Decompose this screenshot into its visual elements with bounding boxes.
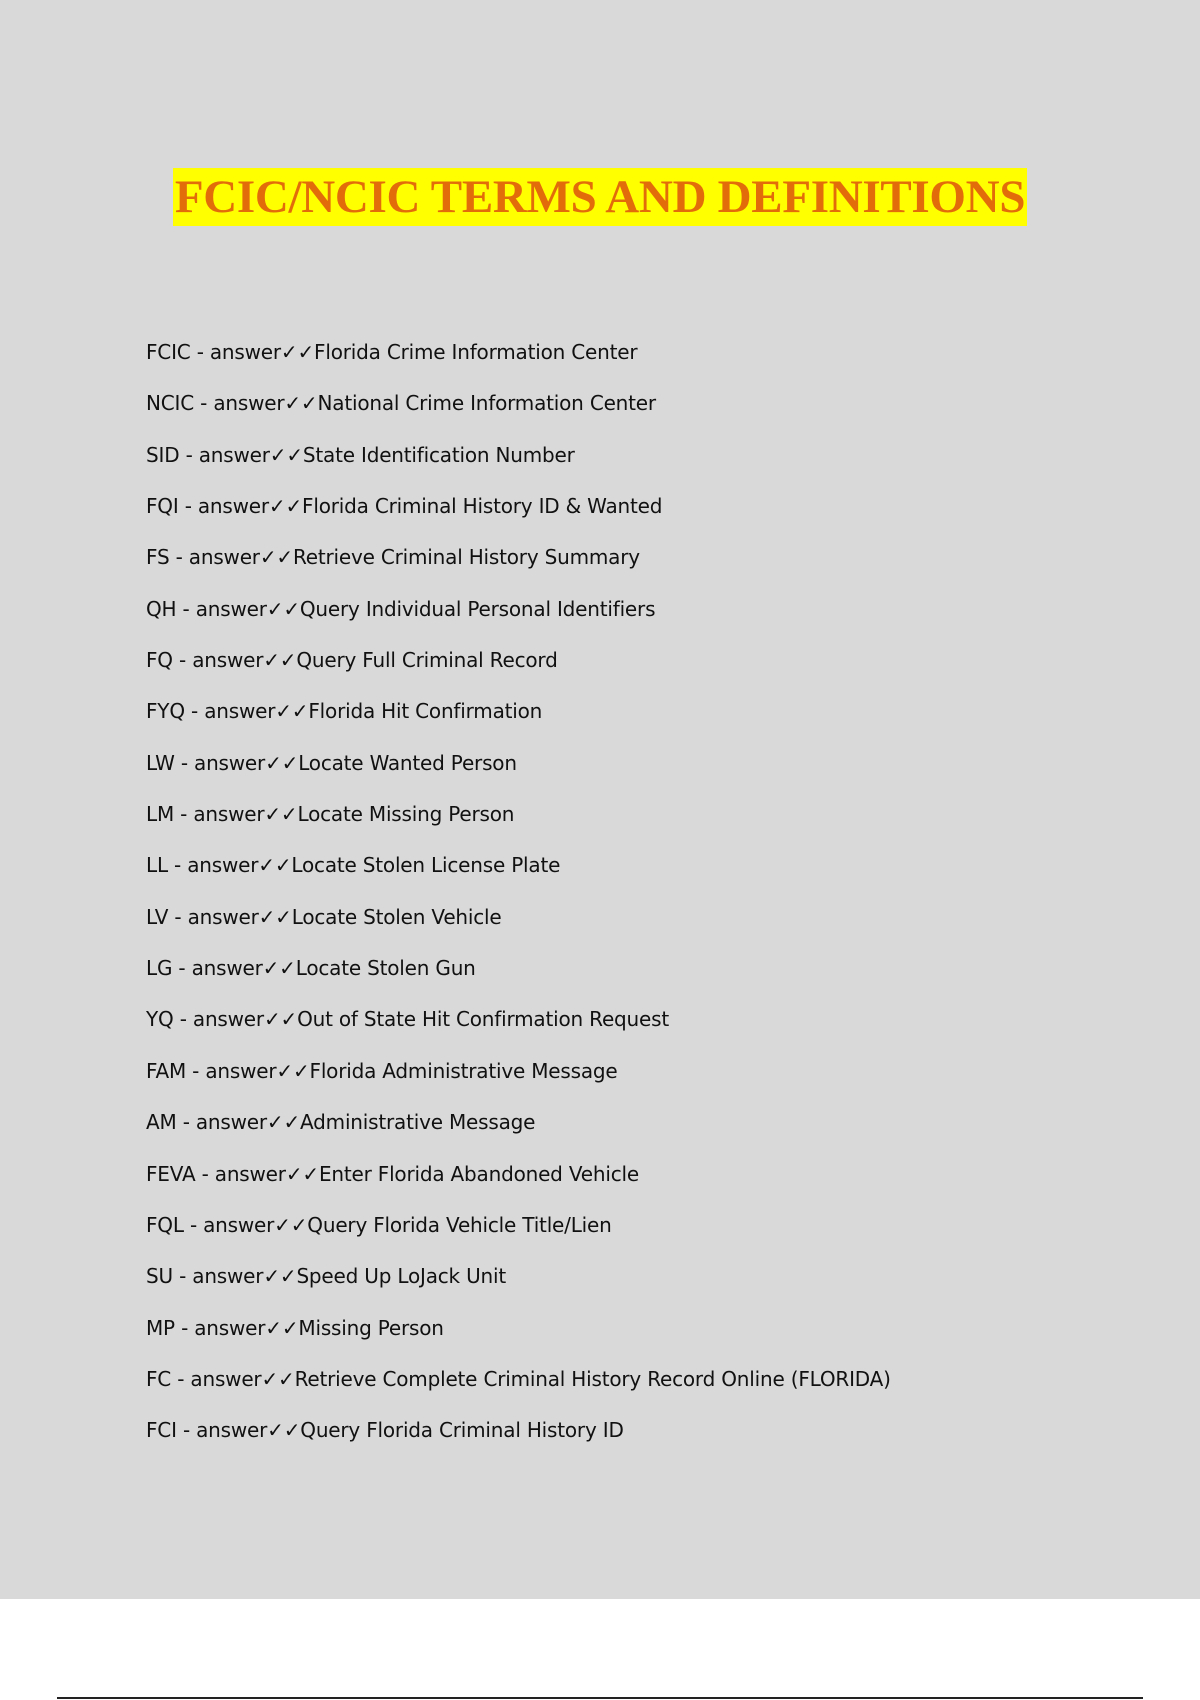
double-check-icon: ✓✓ — [258, 853, 292, 878]
term-abbreviation: QH — [146, 596, 177, 621]
double-check-icon: ✓✓ — [266, 596, 300, 621]
term-entry — [146, 532, 891, 583]
term-definition: Speed Up LoJack Unit — [296, 1264, 507, 1289]
answer-separator: - answer — [194, 391, 285, 416]
term-entry — [146, 327, 891, 378]
term-definition: State Identification Number — [302, 442, 575, 467]
term-entry — [146, 1354, 891, 1405]
term-entry — [146, 1251, 891, 1302]
double-check-icon: ✓✓ — [284, 391, 318, 416]
term-entry — [146, 1046, 891, 1097]
term-abbreviation: LG — [146, 956, 173, 981]
double-check-icon: ✓✓ — [263, 648, 297, 673]
answer-separator: - answer — [172, 648, 264, 673]
term-entry — [146, 994, 891, 1045]
term-abbreviation: LM — [146, 802, 174, 827]
term-abbreviation: FYQ — [146, 699, 185, 724]
term-abbreviation: YQ — [146, 1007, 174, 1032]
term-abbreviation: FC — [146, 1366, 172, 1391]
term-abbreviation: FEVA — [146, 1161, 196, 1186]
term-entry — [146, 686, 891, 737]
term-entry — [146, 892, 891, 943]
double-check-icon: ✓✓ — [276, 1058, 310, 1083]
term-entry — [146, 1405, 891, 1456]
term-definition: Locate Stolen License Plate — [291, 853, 561, 878]
term-abbreviation: FQ — [146, 648, 173, 673]
term-entry — [146, 1303, 891, 1354]
answer-separator: - answer — [172, 956, 263, 981]
term-entry — [146, 378, 891, 429]
term-definition: Locate Missing Person — [297, 802, 515, 827]
term-definition: Florida Hit Confirmation — [308, 699, 543, 724]
term-definition: Query Florida Criminal History ID — [300, 1418, 624, 1443]
answer-separator: - answer — [179, 442, 270, 467]
double-check-icon: ✓✓ — [258, 904, 292, 929]
term-definition: Retrieve Criminal History Summary — [292, 545, 640, 570]
answer-separator: - answer — [176, 1418, 268, 1443]
term-abbreviation: NCIC — [146, 391, 194, 416]
term-abbreviation: FS — [146, 545, 170, 570]
double-check-icon: ✓✓ — [280, 340, 315, 364]
term-entry — [146, 430, 891, 481]
term-entry — [146, 1200, 891, 1251]
term-definition: Query Full Criminal Record — [296, 648, 558, 673]
double-check-icon: ✓✓ — [263, 1007, 298, 1032]
term-entry — [146, 1097, 891, 1148]
double-check-icon: ✓✓ — [264, 802, 298, 827]
term-definition: Query Florida Vehicle Title/Lien — [307, 1212, 612, 1237]
double-check-icon: ✓✓ — [285, 1161, 319, 1186]
term-abbreviation: FCIC — [146, 340, 191, 364]
answer-separator: - answer — [186, 1058, 277, 1083]
term-definition: Enter Florida Abandoned Vehicle — [318, 1161, 639, 1186]
double-check-icon: ✓✓ — [259, 545, 293, 570]
term-entry — [146, 1149, 891, 1200]
term-definition: Query Individual Personal Identifiers — [299, 596, 656, 621]
double-check-icon: ✓✓ — [266, 1110, 301, 1135]
term-entry — [146, 789, 891, 840]
answer-separator: - answer — [167, 853, 259, 878]
double-check-icon: ✓✓ — [265, 750, 299, 775]
double-check-icon: ✓✓ — [265, 1315, 299, 1340]
double-check-icon: ✓✓ — [261, 1366, 295, 1391]
term-abbreviation: SID — [146, 442, 180, 467]
term-definition: Missing Person — [298, 1315, 444, 1340]
double-check-icon: ✓✓ — [269, 442, 303, 467]
title-container — [0, 168, 1200, 226]
term-definition: Locate Wanted Person — [298, 750, 517, 775]
term-abbreviation: AM — [146, 1110, 177, 1135]
term-definition: Locate Stolen Vehicle — [291, 904, 502, 929]
footer-divider — [57, 1697, 1143, 1699]
term-entry — [146, 481, 891, 532]
term-definition: Florida Crime Information Center — [314, 340, 638, 364]
answer-separator: - answer — [173, 1007, 264, 1032]
answer-separator: - answer — [171, 1366, 262, 1391]
term-abbreviation: FAM — [146, 1058, 187, 1083]
term-definition: Administrative Message — [300, 1110, 536, 1135]
answer-separator: - answer — [168, 904, 259, 929]
term-abbreviation: FQI — [146, 494, 179, 519]
term-abbreviation: MP — [146, 1315, 175, 1340]
term-definition: National Crime Information Center — [317, 391, 656, 416]
double-check-icon: ✓✓ — [268, 494, 303, 519]
term-entry — [146, 635, 891, 686]
double-check-icon: ✓✓ — [275, 699, 309, 724]
term-definition: Out of State Hit Confirmation Request — [297, 1007, 669, 1032]
term-definition: Retrieve Complete Criminal History Record Online (FLORIDA) — [294, 1366, 891, 1391]
answer-separator: - answer — [172, 1264, 264, 1289]
answer-separator: - answer — [176, 596, 267, 621]
term-abbreviation: LV — [146, 904, 169, 929]
answer-separator: - answer — [174, 1315, 266, 1340]
answer-separator: - answer — [169, 545, 260, 570]
double-check-icon: ✓✓ — [263, 1264, 297, 1289]
term-abbreviation: FCI — [146, 1418, 177, 1443]
term-entry — [146, 584, 891, 635]
term-abbreviation: LW — [146, 750, 175, 775]
term-definition: Florida Administrative Message — [309, 1058, 618, 1083]
answer-separator: - answer — [195, 1161, 286, 1186]
term-entry — [146, 840, 891, 891]
terms-list — [146, 327, 891, 1457]
term-entry — [146, 738, 891, 789]
answer-separator: - answer — [178, 494, 269, 519]
term-abbreviation: FQL — [146, 1212, 184, 1237]
term-abbreviation: LL — [146, 853, 168, 878]
term-abbreviation: SU — [146, 1264, 173, 1289]
double-check-icon: ✓✓ — [274, 1212, 308, 1237]
answer-separator: - answer — [174, 750, 266, 775]
double-check-icon: ✓✓ — [267, 1418, 301, 1443]
answer-separator: - answer — [190, 340, 281, 364]
term-entry — [146, 943, 891, 994]
double-check-icon: ✓✓ — [262, 956, 296, 981]
answer-separator: - answer — [176, 1110, 267, 1135]
term-definition: Locate Stolen Gun — [295, 956, 476, 981]
document-title: FCIC/NCIC TERMS AND DEFINITIONS — [173, 168, 1027, 226]
answer-separator: - answer — [184, 699, 276, 724]
answer-separator: - answer — [174, 802, 265, 827]
answer-separator: - answer — [183, 1212, 275, 1237]
term-definition: Florida Criminal History ID & Wanted — [302, 494, 663, 519]
